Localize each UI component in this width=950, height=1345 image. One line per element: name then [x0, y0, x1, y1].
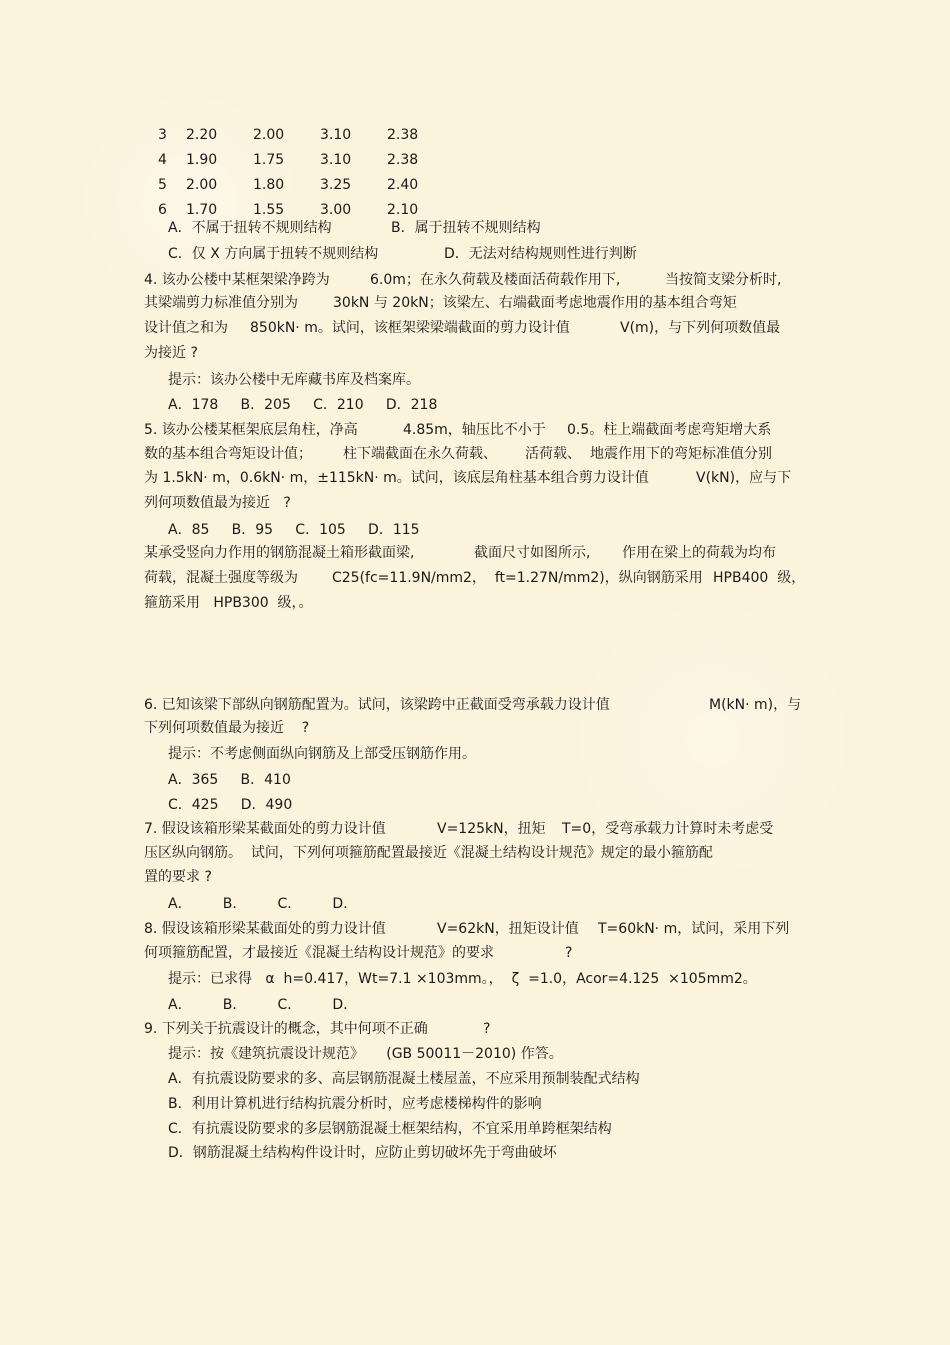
table-row: [158, 172, 447, 197]
q4-options: A．178 B．205 C．210 D．218: [168, 397, 438, 413]
table-cell: 3.10: [320, 151, 352, 168]
intro-line1c: 作用在梁上的荷载为均布: [622, 545, 776, 561]
q7-options: A． B． C． D．: [168, 896, 358, 912]
table-cell: 4: [158, 151, 167, 168]
intro-line3: 箍筋采用 HPB300 级，。: [144, 595, 313, 611]
q7-line1a: 7. 假设该箱形梁某截面处的剪力设计值: [144, 821, 386, 837]
q5-line3b: V(kN)，应与下: [696, 470, 792, 486]
table-cell: 6: [158, 201, 167, 218]
intro-line2c: HPB400 级，: [713, 570, 806, 586]
table-row: [158, 122, 447, 147]
q3-option-c: C．仅 X 方向属于扭转不规则结构: [168, 246, 379, 262]
data-table: [158, 122, 447, 222]
q9-option-d: D．钢筋混凝土结构构件设计时，应防止剪切破坏先于弯曲破坏: [168, 1145, 557, 1161]
q3-option-a: A．不属于扭转不规则结构: [168, 220, 332, 236]
table-cell: 2.38: [387, 126, 419, 143]
table-cell: 3.00: [320, 201, 352, 218]
q6-line1a: 6. 已知该梁下部纵向钢筋配置为。试问，该梁跨中正截面受弯承载力设计值: [144, 697, 610, 713]
q4-line3a: 设计值之和为: [144, 320, 228, 336]
intro-line2b: C25(fc=11.9N/mm2， ft=1.27N/mm2)，纵向钢筋采用: [332, 570, 703, 586]
q5-line3a: 为 1.5kN· m，0.6kN· m，±115kN· m。试问，该底层角柱基本组合剪力设计值: [144, 470, 649, 486]
q8-line2a: 何项箍筋配置，才最接近《混凝土结构设计规范》的要求: [144, 945, 494, 961]
intro-line2a: 荷载，混凝土强度等级为: [144, 570, 298, 586]
q4-line4: 为接近 ?: [144, 345, 198, 361]
q5-options: A．85 B．95 C．105 D．115: [168, 522, 420, 538]
table-cell: 1.80: [253, 176, 285, 193]
q5-line1c: 0.5。柱上端截面考虑弯矩增大系: [567, 422, 772, 438]
q6-line2: 下列何项数值最为接近 ?: [144, 720, 310, 736]
table-cell: 3.10: [320, 126, 352, 143]
intro-line1a: 某承受竖向力作用的钢筋混凝土箱形截面梁,: [144, 545, 415, 561]
q8-line1c: T=60kN· m，试问，采用下列: [598, 921, 790, 937]
q6-options-2: C．425 D．490: [168, 797, 293, 813]
q6-options-1: A．365 B．410: [168, 772, 291, 788]
q4-line1c: 当按简支梁分析时,: [665, 272, 782, 288]
q5-line2d: 地震作用下的弯矩标准值分别: [590, 446, 772, 462]
table-cell: 2.20: [186, 126, 218, 143]
table-cell: 2.00: [186, 176, 218, 193]
q9-option-c: C．有抗震设防要求的多层钢筋混凝土框架结构，不宜采用单跨框架结构: [168, 1121, 612, 1137]
q9-line1b: ?: [483, 1021, 491, 1037]
table-cell: 1.70: [186, 201, 218, 218]
q4-hint: 提示：该办公楼中无库藏书库及档案库。: [168, 372, 420, 388]
table-row: [158, 147, 447, 172]
q5-line2a: 数的基本组合弯矩设计值；: [144, 446, 312, 462]
q5-line2b: 柱下端截面在永久荷载、: [343, 446, 497, 462]
q8-options: A． B． C． D．: [168, 997, 358, 1013]
q9-line1a: 9. 下列关于抗震设计的概念，其中何项不正确: [144, 1021, 428, 1037]
q7-line1b: V=125kN，扭矩: [437, 821, 546, 837]
q9-option-a: A．有抗震设防要求的多、高层钢筋混凝土楼屋盖，不应采用预制装配式结构: [168, 1071, 640, 1087]
q8-line2b: ?: [565, 945, 573, 961]
q3-option-b: B．属于扭转不规则结构: [391, 220, 541, 236]
q9-hint: 提示：按《建筑抗震设计规范》 (GB 50011－2010) 作答。: [168, 1046, 563, 1062]
table-cell: 2.10: [387, 201, 419, 218]
q4-line1b: 6.0m；在永久荷载及楼面活荷载作用下,: [370, 272, 621, 288]
table-cell: 3.25: [320, 176, 352, 193]
q8-line1b: V=62kN，扭矩设计值: [437, 921, 579, 937]
q5-line1b: 4.85m，轴压比不小于: [403, 422, 546, 438]
table-cell: 5: [158, 176, 167, 193]
q4-line2b: 30kN 与 20kN；该梁左、右端截面考虑地震作用的基本组合弯矩: [333, 295, 737, 311]
table-cell: 2.40: [387, 176, 419, 193]
q4-line3c: V(m)，与下列何项数值最: [620, 320, 781, 336]
q7-line2: 压区纵向钢筋。 试问，下列何项箍筋配置最接近《混凝土结构设计规范》规定的最小箍筋配: [144, 845, 713, 861]
table-cell: 1.75: [253, 151, 285, 168]
q6-hint: 提示：不考虑侧面纵向钢筋及上部受压钢筋作用。: [168, 746, 476, 762]
q8-hint: 提示：已求得 α h=0.417，Wt=7.1 ×103mm。， ζ =1.0，Acor=4.125 ×105mm2。: [168, 971, 757, 987]
q5-line2c: 活荷载、: [525, 446, 581, 462]
q3-option-d: D．无法对结构规则性进行判断: [444, 246, 637, 262]
q5-line4: 列何项数值最为接近 ?: [144, 495, 291, 511]
q4-line2a: 其梁端剪力标准值分别为: [144, 295, 298, 311]
intro-line1b: 截面尺寸如图所示,: [474, 545, 591, 561]
table-cell: 1.90: [186, 151, 218, 168]
q4-line3b: 850kN· m。试问，该框架梁梁端截面的剪力设计值: [250, 320, 570, 336]
q7-line3: 置的要求 ?: [144, 869, 212, 885]
q5-line1a: 5. 该办公楼某框架底层角柱，净高: [144, 422, 358, 438]
q9-option-b: B．利用计算机进行结构抗震分析时，应考虑楼梯构件的影响: [168, 1096, 542, 1112]
table-cell: 2.00: [253, 126, 285, 143]
q7-line1c: T=0，受弯承载力计算时未考虑受: [562, 821, 774, 837]
q4-line1a: 4. 该办公楼中某框架梁净跨为: [144, 272, 330, 288]
table-cell: 2.38: [387, 151, 419, 168]
table-cell: 1.55: [253, 201, 285, 218]
q6-line1b: M(kN· m)，与: [709, 697, 802, 713]
q8-line1a: 8. 假设该箱形梁某截面处的剪力设计值: [144, 921, 386, 937]
table-cell: 3: [158, 126, 167, 143]
